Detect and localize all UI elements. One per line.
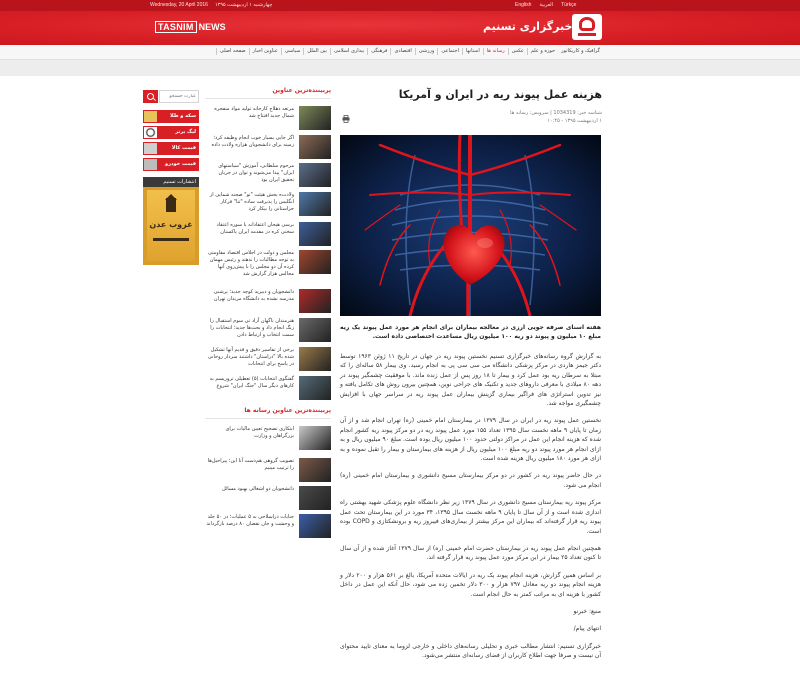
print-icon[interactable] [342,115,350,123]
publications-banner[interactable] [143,177,199,265]
divider-band [0,60,800,76]
nav-item-politics[interactable]: سیاسی [281,48,304,55]
publications-heading: انتشارات تسنیم [163,179,196,185]
car-price-label: قیمت خودرو [165,161,196,167]
popular-heading: پربیننده‌ترین عناوین [205,86,331,99]
article-paragraph: در حال حاضر پیوند ریه در کشور در دو مرکز بیمارستان مسیح دانشوری و بیمارستان امام خمینی (ره) انجام می شود. [340,472,601,489]
car-icon [144,159,157,170]
logo-persian[interactable]: خبرگزاری تسنیم [483,20,573,33]
main-nav [0,45,800,60]
thumbnail [299,486,331,510]
nav-item-provinces[interactable]: استانها [462,48,483,55]
article-source: منبع: خبرنو [573,607,601,615]
book-cover [147,190,195,261]
tasnim-emblem-icon[interactable] [572,14,602,40]
thumbnail [299,106,331,130]
nav-item-seminary[interactable]: حوزه و علم [527,48,558,55]
logo-news-text: NEWS [198,22,226,32]
site-header [0,11,800,45]
thumbnail [299,192,331,216]
league-button[interactable] [143,126,199,139]
book-cover-title: غروب عدن [149,220,193,229]
thumbnail [299,347,331,371]
soccer-ball-icon [144,127,157,138]
article-paragraph: همچنین انجام عمل پیوند ریه در بیمارستان حضرت امام خمینی (ره) از سال ۱۳۷۹ آغاز شده و از آن سال تا کنون تعداد ۲۵ بیمار در این مرکز مورد عمل پیوند ریه قرار گرفته اند. [340,544,601,562]
gold-coin-label: سکه و طلا [170,113,196,119]
thumbnail [299,289,331,313]
nav-item-photo[interactable]: عکس [508,48,527,55]
article-meta-id: شناسه خبر: 1034319 | سرویس: رسانه ها [510,110,602,116]
article-meta-date: ۱ اردیبهشت ۱۳۹۵ - ۱۰:۴۵ [547,118,602,124]
article-title: هزینه عمل پیوند ریه در ایران و آمریکا [398,88,602,101]
nav-item-society[interactable]: اجتماعی [437,48,462,55]
date-persian: چهارشنبه ۱ اردیبهشت ۱۳۹۵ [215,2,273,8]
nav-item-economy[interactable]: اقتصادی [390,48,414,55]
goods-price-label: قیمت کالا [171,145,196,151]
article [340,88,602,660]
search-input[interactable] [159,90,199,103]
article-body [340,352,601,669]
thumbnail [299,426,331,450]
article-paragraph: بر اساس همین گزارش، هزینه انجام پیوند یک ریه در ایالات متحده آمریکا، بالغ بر ۵۶۱ هزار و ۲۰۰ دلار و هزینه انجام پیوند دو ریه معادل ۷۹۷ هزار و ۳۰۰ دلار تخمین زده می شود، حال آنکه این عمل در داخل کشور با هزینه ای به مراتب کمتر به حال انجام است. [340,571,601,598]
thumbnail [299,514,331,538]
lang-arabic[interactable]: العربية [539,2,554,8]
article-end-mark: انتهای پیام/ [573,625,601,633]
nav-item-culture[interactable]: فرهنگی [367,48,390,55]
language-switcher [515,2,576,8]
date-english: Wednesday, 20 April 2016 [150,2,208,8]
media-popular-heading: پربیننده‌ترین عناوین رسانه ها [205,406,331,419]
logo-tasnim-text: TASNIM [155,21,197,33]
article-lead: هفته اسنای صرفه جویی ارزی در معالجه بیماران برای انجام هر مورد عمل پیوند یک ریه مبلغ ۱۰ میلیون و پیوند دو ریه ۱۰۰ میلیون ریال مساعدت اختصاصی داده است. [340,324,601,340]
cart-icon [144,143,157,154]
article-paragraph: به گزارش گروه رسانه‌های خبرگزاری تسنیم نخستین پیوند ریه در جهان در تاریخ ۱۱ ژوئن ۱۹۶۳ توسط دکتر جیمز هاردی در مرکز پزشکی دانشگاه می سی سی پی به انجام رسید. وی بیمار ۵۸ ساله‌ای را که مبتلا به سرطان ریه بود عمل کرد و بیمار تا ۱۸ روز پس از عمل زنده ماند. با موفقیت چشمگیر پیوند در دهه ۸۰ میلادی با معرفی داروهای جدید و تکنیک های جراحی نوین، همچنین بیرون روش های تکامل یافته و نیز تدوین استراتژی های فراگیر بیماری گزینش بیماران عمل پیوند ریه در سراسر جهان با افزایش چشمگیری مواجه شد. [340,353,602,408]
thumbnail [299,376,331,400]
thumbnail [299,222,331,246]
nav-item-graphics[interactable]: گرافیک و کاریکاتور [561,48,600,54]
article-disclaimer: خبرگزاری تسنیم: انتشار مطالب خبری و تحلیلی رسانه‌های داخلی و خارجی لزوما به معنای تایید محتوای آن نیست و صرفا جهت اطلاع کاربران از فضای رسانه‌ای منتشر می‌شود. [340,642,601,660]
coin-icon [144,111,157,122]
search-button[interactable] [143,90,158,103]
nav-item-media[interactable]: رسانه ها [483,48,508,55]
league-label: لیگ برتر [175,129,196,135]
nav-item-islamic-awakening[interactable]: بیداری اسلامی [330,48,367,55]
nav-item-international[interactable]: بین الملل [303,48,330,55]
thumbnail [299,250,331,274]
lang-turkish[interactable]: Türkçe [561,2,577,8]
top-bar [0,0,800,11]
lang-english[interactable]: English [515,2,532,8]
thumbnail [299,458,331,482]
nav-item-headlines[interactable]: عناوین اخبار [249,48,281,55]
thumbnail [299,163,331,187]
car-price-button[interactable] [143,158,199,171]
article-paragraph: مرکز پیوند ریه بیمارستان مسیح دانشوری در سال ۱۳۷۹ زیر نظر دانشگاه علوم پزشکی شهید بهشتی راه اندازی شده است و از آن سال تا پایان ۹ ماهه نخست سال ۱۳۹۵، ۳۴ مورد در این بیمارستان تحت عمل پیوند ریه قرار گرفته‌اند که بیماران این مرکز بیشتر از بیماری‌های فیبروز ریه و برونشکتازی و COPD بوده است. [340,499,602,535]
logo-latin[interactable] [155,21,226,33]
nav-item-sports[interactable]: ورزشی [415,48,438,55]
article-hero-image [340,135,601,316]
gold-coin-button[interactable] [143,110,199,123]
article-paragraph: نخستین عمل پیوند ریه در ایران در سال ۱۳۷۹ در بیمارستان امام خمینی (ره) تهران انجام شد و از آن زمان تا پایان ۹ ماهه نخست سال ۱۳۹۵ تعداد ۱۵۵ مورد عمل پیوند ریه در دو مرکز پیوند ریه کشور انجام شده که هزینه انجام این عمل در مراکز دولتی حدود ۱۰۰ میلیون ریال بوده است. مبلغ ۹۰ میلیون ریال و به ازای انجام هر مورد پیوند دو ریه مبلغ ۱۰۰ میلیون ریال از هزینه های بیمارستان و بیمار را تقبل نموده و به ازای هر مورد ۱۸۰ میلیون ریال هزینه شده است. [340,417,602,463]
thumbnail [299,318,331,342]
goods-price-button[interactable] [143,142,199,155]
thumbnail [299,135,331,159]
nav-item-home[interactable]: صفحه اصلی [216,48,249,55]
